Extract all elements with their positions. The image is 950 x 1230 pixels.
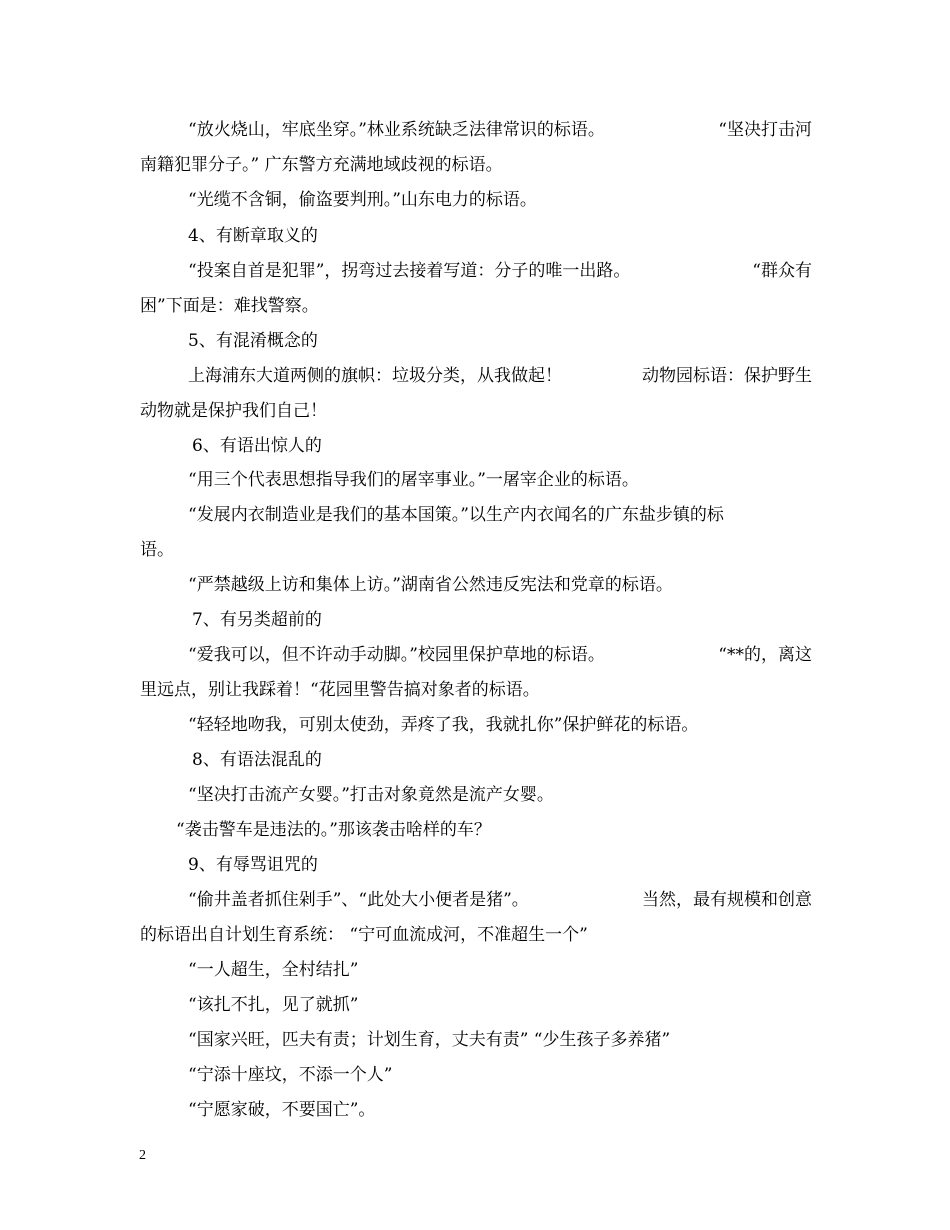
text-line: “用三个代表思想指导我们的屠宰事业。”一屠宰企业的标语。 — [188, 470, 639, 490]
page-number: 2 — [139, 1148, 146, 1163]
text-segment: “偷井盖者抓住剁手”、“此处大小便者是猪”。 — [188, 890, 529, 910]
text-line — [140, 261, 812, 281]
text-segment: 当然，最有规模和创意 — [642, 890, 812, 910]
text-line: 困”下面是：难找警察。 — [140, 296, 319, 316]
text-line: “光缆不含铜，偷盗要判刑。”山东电力的标语。 — [188, 190, 537, 210]
section-heading: 6、有语出惊人的 — [192, 436, 322, 456]
text-line — [140, 890, 812, 910]
text-line: “袭击警车是违法的。”那该袭击啥样的车？ — [176, 820, 491, 840]
text-segment: 动物园标语：保护野生 — [642, 366, 812, 386]
section-heading: 7、有另类超前的 — [192, 610, 322, 630]
text-segment: “群众有 — [752, 261, 812, 281]
text-line: 动物就是保护我们自己！ — [140, 401, 327, 421]
text-line: “该扎不扎，见了就抓” — [188, 995, 359, 1015]
text-line: “严禁越级上访和集体上访。”湖南省公然违反宪法和党章的标语。 — [188, 575, 673, 595]
text-line: “国家兴旺，匹夫有责；计划生育，丈夫有责” “少生孩子多养猪” — [188, 1030, 671, 1050]
text-line: “宁愿家破，不要国亡”。 — [188, 1100, 376, 1120]
text-segment: 上海浦东大道两侧的旗帜：垃圾分类，从我做起！ — [188, 366, 562, 386]
text-line: 的标语出自计划生育系统： “宁可血流成河，不准超生一个” — [140, 925, 588, 945]
text-segment: “**的，离这 — [718, 645, 812, 665]
text-segment: “投案自首是犯罪”，拐弯过去接着写道：分子的唯一出路。 — [188, 261, 631, 281]
section-heading: 8、有语法混乱的 — [192, 750, 322, 770]
text-line: “轻轻地吻我，可别太使劲，弄疼了我，我就扎你”保护鲜花的标语。 — [188, 715, 699, 735]
section-heading: 4、有断章取义的 — [188, 226, 318, 246]
text-line: 南籍犯罪分子。” 广东警方充满地域歧视的标语。 — [140, 155, 503, 175]
text-line: “坚决打击流产女婴。”打击对象竟然是流产女婴。 — [188, 785, 554, 805]
section-heading: 9、有辱骂诅咒的 — [188, 855, 318, 875]
text-line: “宁添十座坟，不添一个人” — [188, 1065, 393, 1085]
text-line: 语。 — [140, 540, 174, 560]
text-line — [140, 366, 812, 386]
text-line — [140, 120, 812, 140]
text-line: 里远点，别让我踩着！“花园里警告搞对象者的标语。 — [140, 680, 540, 700]
text-segment: “放火烧山，牢底坐穿。”林业系统缺乏法律常识的标语。 — [188, 120, 605, 140]
text-segment: “爱我可以，但不许动手动脚。”校园里保护草地的标语。 — [188, 645, 605, 665]
text-line: “发展内衣制造业是我们的基本国策。”以生产内衣闻名的广东盐步镇的标 — [188, 505, 724, 525]
section-heading: 5、有混淆概念的 — [188, 331, 318, 351]
text-line: “一人超生，全村结扎” — [188, 960, 359, 980]
text-line — [140, 645, 812, 665]
text-segment: “坚决打击河 — [718, 120, 812, 140]
